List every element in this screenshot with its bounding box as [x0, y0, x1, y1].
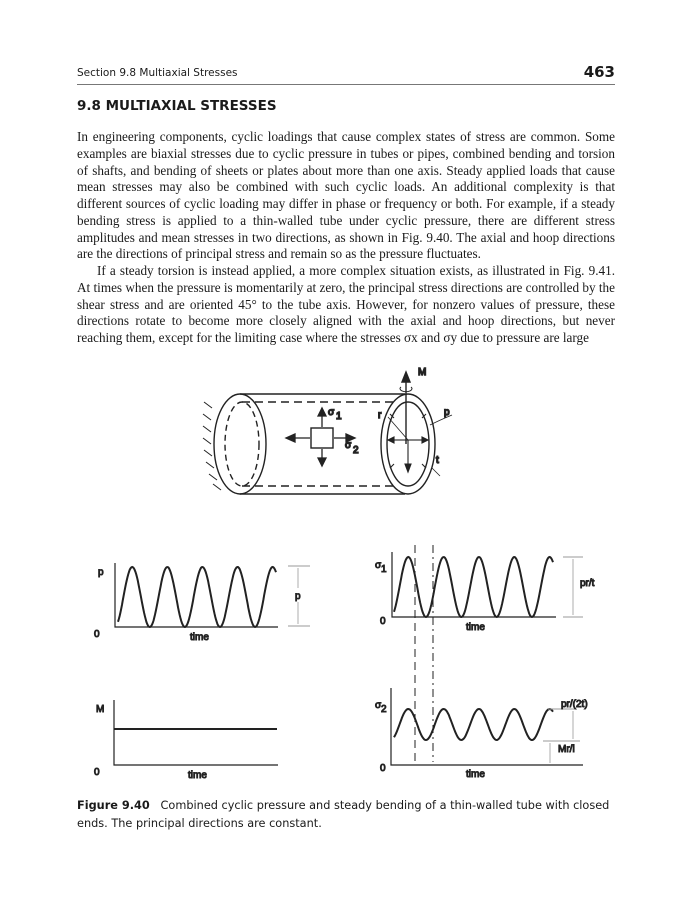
sigma1-subscript: 1	[336, 411, 342, 422]
paragraph: If a steady torsion is instead applied, a more complex situation exists, as illustrated in Fig. 9.41. At times when the pressure is momentarily at zero, the principal stress directions are controlled by the shear stress and are oriented 45° to the tube axis. However, for nonzero values of pressure, these directions rotate to become more closely aligned with the axial and hoop directions, but never reaching them, except for the limiting case where the stresses σx and σy due to pressure are large	[77, 263, 615, 345]
pressure-label: p	[444, 407, 450, 418]
page-number: 463	[583, 63, 615, 81]
plot-pressure	[94, 563, 310, 643]
zero-label: 0	[94, 629, 100, 640]
caption-text: Combined cyclic pressure and steady bending of a thin-walled tube with closed ends. The principal directions are constant.	[77, 799, 610, 830]
figure-caption	[77, 797, 617, 833]
tube-diagram	[203, 367, 452, 494]
moment-label: M	[418, 367, 427, 378]
plot-sigma2	[375, 688, 588, 780]
zero-label: 0	[380, 616, 386, 627]
sigma2-label: σ	[345, 440, 352, 451]
y-axis-label: σ	[375, 560, 382, 571]
axes	[391, 688, 583, 765]
sigma1-curve	[394, 557, 553, 617]
x-axis-label: time	[466, 622, 485, 633]
plot-moment	[94, 700, 278, 781]
section-heading: 9.8 MULTIAXIAL STRESSES	[77, 98, 277, 114]
amplitude-label: pr/(2t)	[561, 699, 588, 710]
thickness-label: t	[436, 455, 439, 466]
y-axis-label: M	[96, 704, 105, 715]
sigma1-label: σ	[328, 407, 335, 418]
y-axis-subscript: 2	[381, 704, 387, 715]
x-axis-label: time	[190, 632, 209, 643]
mean-label: Mr/l	[558, 744, 575, 755]
sigma2-curve	[394, 709, 553, 740]
pressure-curve	[118, 567, 276, 627]
x-axis-label: time	[188, 770, 207, 781]
amplitude-label: pr/t	[580, 578, 595, 589]
axes	[114, 700, 278, 765]
stress-element	[311, 428, 333, 448]
amplitude-label: p	[295, 591, 301, 602]
x-axis-label: time	[466, 769, 485, 780]
axes	[115, 563, 278, 627]
sigma2-subscript: 2	[353, 445, 359, 456]
zero-label: 0	[94, 767, 100, 778]
zero-label: 0	[380, 763, 386, 774]
y-axis-label: p	[98, 567, 104, 578]
y-axis-label: σ	[375, 700, 382, 711]
caption-label: Figure 9.40	[77, 799, 150, 812]
plot-sigma1	[375, 552, 611, 633]
y-axis-subscript: 1	[381, 564, 387, 575]
radius-label: r	[378, 410, 382, 421]
stress-arrows	[286, 408, 355, 466]
paragraph: In engineering components, cyclic loadings that cause complex states of stress are common. Some examples are biaxial stresses due to cyclic pressure in tubes or pipes, combined bending and torsion of shafts, and bending of sheets or plates about more than one axis. Steady applied loads that cause mean stresses may also be combined with such cyclic loads. An additional complexity is that different sources of cyclic loading may differ in phase or frequency or both. For example, if a steady bending stress is applied to a thin-walled tube under cyclic pressure, there are different stress amplitudes and mean stresses in two directions, as shown in Fig. 9.40. The axial and hoop directions are the directions of principal stress and remain so as the pressure fluctuates.	[77, 129, 615, 262]
running-header: Section 9.8 Multiaxial Stresses	[77, 67, 238, 79]
